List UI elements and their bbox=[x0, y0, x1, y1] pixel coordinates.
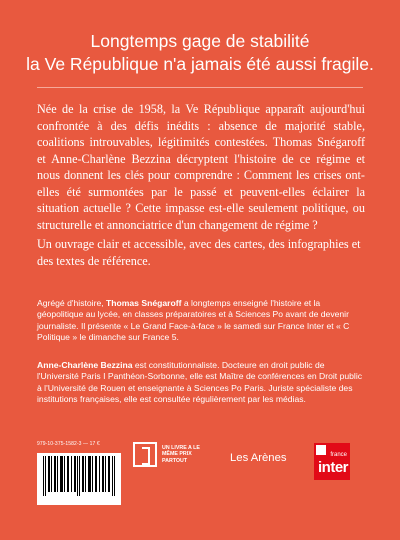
prix-unique-label bbox=[133, 442, 214, 467]
lead-paragraph-1: Née de la crise de 1958, la Ve République apparaît aujourd'hui confrontée à des défis inédits : absence de majorité stable, coalitions introuvables, légitimités contestées. Thomas Snégaroff et Anne-Charlène Bezzina décryptent l'histoire de ce régime et nous donnent les clés pour comprendre : Comment les crises ont-elles été surmontées par le passé et peuvent-elles éclairer la situation actuelle ? Cette impasse est-elle seulement politique, ou structurelle et annonciatrice d'un changement de régime ? bbox=[37, 102, 365, 232]
author-bio-snegaroff bbox=[37, 298, 367, 343]
tagline-line-1: Longtemps gage de stabilité bbox=[90, 31, 310, 51]
lead-paragraph-2: Un ouvrage clair et accessible, avec des cartes, des infographies et des textes de référence. bbox=[37, 237, 361, 268]
bio-text: a longtemps enseigné l'histoire et la géopolitique au lycée, en classes préparatoires et à Sciences Po avant de devenir journaliste. Il présente « Le Grand Face-à-face » le samedi sur France Inter et « C Politique » le dimanche sur France 5. bbox=[37, 298, 350, 342]
divider bbox=[37, 87, 363, 88]
barcode bbox=[37, 453, 121, 505]
france-inter-logo bbox=[314, 443, 350, 480]
logo-square-icon bbox=[316, 445, 326, 455]
isbn-price: 979-10-375-1582-3 — 17 € bbox=[37, 441, 100, 447]
livre-prix-text: UN LIVRE A LE MÊME PRIX PARTOUT bbox=[162, 445, 200, 464]
tagline-line-2: la Ve République n'a jamais été aussi fragile. bbox=[26, 54, 374, 74]
author-name: Thomas Snégaroff bbox=[106, 298, 182, 308]
bio-text: Agrégé d'histoire, bbox=[37, 298, 106, 308]
logo-small-text: france bbox=[330, 452, 347, 458]
tagline bbox=[0, 30, 400, 76]
publisher-name: Les Arènes bbox=[230, 452, 287, 464]
author-name: Anne-Charlène Bezzina bbox=[37, 360, 133, 370]
logo-big-text: inter bbox=[318, 459, 349, 476]
author-bio-bezzina bbox=[37, 360, 367, 405]
book-price-icon bbox=[133, 442, 157, 467]
bio-text: est constitutionnaliste. Docteure en droit public de l'Université Paris I Panthéon-Sorbonne, elle est Maître de conférences en Droit public à l'Université de Rouen et enseignante à Sciences Po Paris. Juriste spécialiste des institutions françaises, elle est consultée régulièrement par les médias. bbox=[37, 360, 363, 404]
